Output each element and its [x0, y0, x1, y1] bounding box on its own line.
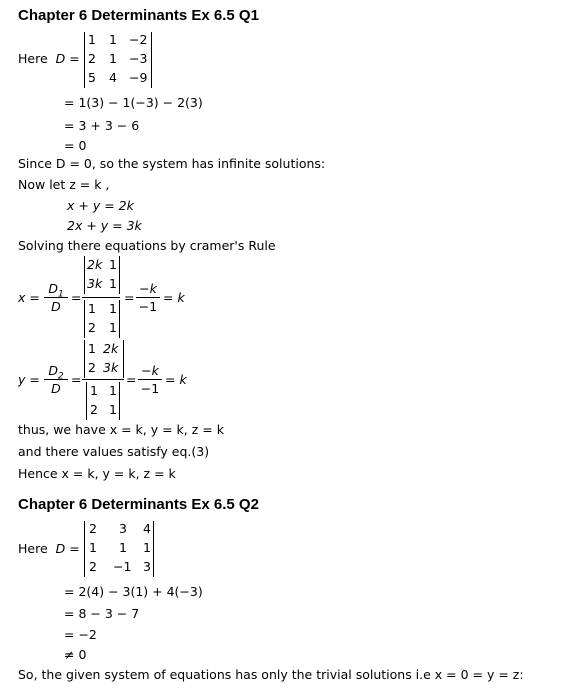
- equation-1: x + y = 2k: [67, 198, 134, 213]
- fraction-bar: [82, 379, 124, 380]
- det-cell: 1: [88, 301, 96, 316]
- det-cell: −3: [129, 51, 148, 66]
- det-cell: 2: [89, 559, 97, 574]
- equals-sign: =: [124, 290, 135, 305]
- det-cell: 1: [89, 540, 97, 555]
- det-cell: 2: [88, 360, 96, 375]
- det-cell: 4: [109, 70, 117, 85]
- det-cell: 1: [109, 276, 117, 291]
- y-numerator: $D_2$: [48, 363, 64, 382]
- det-cell: 2: [89, 521, 97, 536]
- equals-sign: =: [71, 372, 82, 387]
- det-cell: 1: [119, 540, 127, 555]
- x-numerator-det: [84, 256, 120, 294]
- x-result: = k: [163, 290, 185, 305]
- y-numerator-det: [84, 340, 124, 378]
- q2-conclusion: So, the given system of equations has only the trivial solutions i.e x = 0 = y = z:: [18, 667, 524, 682]
- q1-title: Chapter 6 Determinants Ex 6.5 Q1: [18, 7, 259, 24]
- satisfy-line: and there values satisfy eq.(3): [18, 444, 210, 459]
- det-cell: 1: [109, 320, 117, 335]
- x-frac-den: −1: [138, 299, 158, 314]
- x-denominator-det: [84, 300, 120, 338]
- det-cell: 1: [143, 540, 151, 555]
- det-cell: 1: [109, 257, 117, 272]
- q2-determinant: [84, 521, 154, 577]
- y-label: y =: [18, 372, 40, 387]
- thus-line: thus, we have x = k, y = k, z = k: [18, 422, 224, 437]
- y-denominator: D: [51, 381, 61, 396]
- fraction-bar: [44, 379, 68, 380]
- hence-line: Hence x = k, y = k, z = k: [18, 466, 176, 481]
- det-cell: −9: [129, 70, 148, 85]
- x-denominator: D: [51, 299, 61, 314]
- x-frac-num: −k: [139, 281, 157, 296]
- q2-step3: = −2: [64, 627, 97, 642]
- q1-here-label: Here D =: [18, 51, 80, 66]
- det-cell: 3k: [87, 276, 103, 291]
- det-cell: 1: [88, 32, 96, 47]
- x-numerator: $D_1$: [48, 281, 64, 300]
- det-cell: 1: [109, 402, 117, 417]
- fraction-bar: [138, 379, 162, 380]
- x-label: x =: [18, 290, 40, 305]
- det-cell: 2: [88, 51, 96, 66]
- q2-step1: = 2(4) − 3(1) + 4(−3): [64, 584, 203, 599]
- det-cell: 2k: [103, 341, 119, 356]
- det-cell: −1: [113, 559, 132, 574]
- det-cell: 3: [119, 521, 127, 536]
- q1-determinant: [84, 32, 152, 88]
- y-denominator-det: [86, 382, 120, 420]
- fraction-bar: [82, 297, 120, 298]
- fraction-bar: [136, 297, 160, 298]
- now-let-line: Now let z = k ,: [18, 177, 110, 192]
- det-cell: 1: [88, 341, 96, 356]
- det-cell: 1: [109, 32, 117, 47]
- q2-step4: ≠ 0: [64, 647, 87, 662]
- q1-step1: = 1(3) − 1(−3) − 2(3): [64, 95, 203, 110]
- det-cell: 1: [109, 301, 117, 316]
- det-cell: 1: [90, 383, 98, 398]
- equals-sign: =: [126, 372, 137, 387]
- y-frac-den: −1: [140, 381, 160, 396]
- det-cell: 5: [88, 70, 96, 85]
- det-cell: −2: [129, 32, 148, 47]
- det-cell: 3k: [103, 360, 119, 375]
- equation-2: 2x + y = 3k: [67, 218, 142, 233]
- since-line: Since D = 0, so the system has infinite solutions:: [18, 156, 326, 171]
- q2-step2: = 8 − 3 − 7: [64, 606, 140, 621]
- det-cell: 4: [143, 521, 151, 536]
- equals-sign: =: [71, 290, 82, 305]
- det-cell: 3: [143, 559, 151, 574]
- y-frac-num: −k: [141, 363, 159, 378]
- det-cell: 2: [90, 402, 98, 417]
- det-cell: 2k: [87, 257, 103, 272]
- y-result: = k: [165, 372, 187, 387]
- q1-step3: = 0: [64, 138, 87, 153]
- q2-title: Chapter 6 Determinants Ex 6.5 Q2: [18, 496, 259, 513]
- det-cell: 2: [88, 320, 96, 335]
- det-cell: 1: [109, 383, 117, 398]
- det-cell: 1: [109, 51, 117, 66]
- q1-step2: = 3 + 3 − 6: [64, 118, 140, 133]
- q2-here-label: Here D =: [18, 541, 80, 556]
- solving-line: Solving there equations by cramer's Rule: [18, 238, 276, 253]
- fraction-bar: [44, 297, 68, 298]
